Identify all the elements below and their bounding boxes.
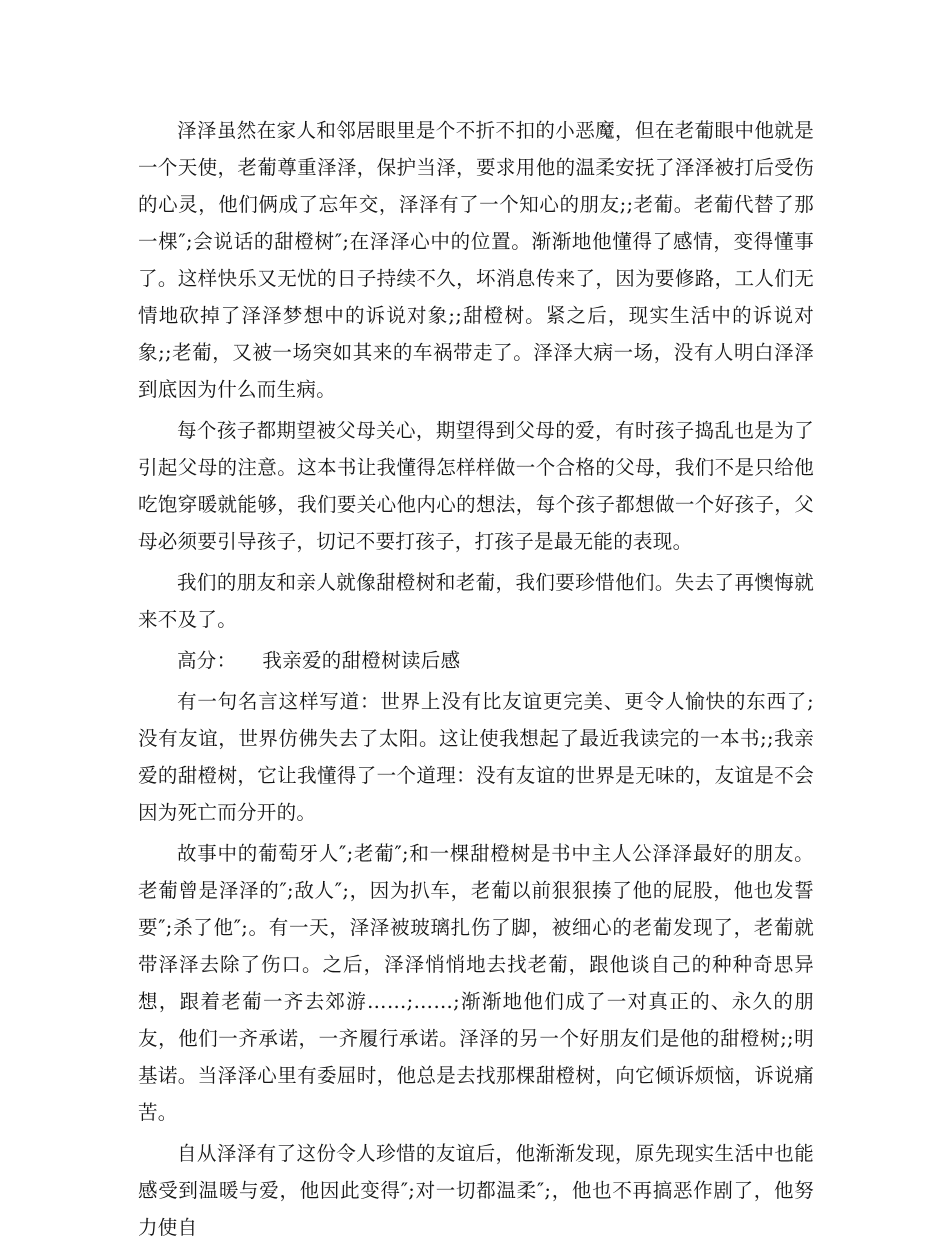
paragraph: 每个孩子都期望被父母关心，期望得到父母的爱，有时孩子捣乱也是为了引起父母的注意。这本书让我懂得怎样样做一个合格的父母，我们不是只给他吃饱穿暖就能够，我们要关心他内心的想法，每个孩子都想做一个好孩子，父母必须要引导孩子，切记不要打孩子，打孩子是最无能的表现。 bbox=[138, 419, 814, 553]
heading-title: 我亲爱的甜橙树读后感 bbox=[262, 649, 461, 672]
paragraph: 我们的朋友和亲人就像甜橙树和老葡，我们要珍惜他们。失去了再懊悔就来不及了。 bbox=[138, 571, 814, 631]
paragraph: 故事中的葡萄牙人″;老葡″;和一棵甜橙树是书中主人公泽泽最好的朋友。老葡曾是泽泽的″;敌人″;，因为扒车，老葡以前狠狠揍了他的屁股，他也发誓要″;杀了他″;。有一天，泽泽被玻璃扎伤了脚，被细心的老葡发现了，老葡就带泽泽去除了伤口。之后，泽泽悄悄地去找老葡，跟他谈自己的种种奇思异想，跟着老葡一齐去郊游……;……;渐渐地他们成了一对真正的、永久的朋友，他们一齐承诺，一齐履行承诺。泽泽的另一个好朋友们是他的甜橙树;;明基诺。当泽泽心里有委屈时，他总是去找那棵甜橙树，向它倾诉烦恼，诉说痛苦。 bbox=[138, 842, 814, 1124]
section-heading bbox=[138, 642, 814, 679]
paragraph: 泽泽虽然在家人和邻居眼里是个不折不扣的小恶魔，但在老葡眼中他就是一个天使，老葡尊重泽泽，保护当泽，要求用他的温柔安抚了泽泽被打后受伤的心灵，他们俩成了忘年交，泽泽有了一个知心的朋友;;老葡。老葡代替了那一棵″;会说话的甜橙树″;在泽泽心中的位置。渐渐地他懂得了感情，变得懂事了。这样快乐又无忧的日子持续不久，坏消息传来了，因为要修路，工人们无情地砍掉了泽泽梦想中的诉说对象;;甜橙树。紧之后，现实生活中的诉说对象;;老葡，又被一场突如其来的车祸带走了。泽泽大病一场，没有人明白泽泽到底因为什么而生病。 bbox=[138, 119, 814, 401]
heading-label: 高分： bbox=[177, 649, 237, 672]
document-body bbox=[138, 112, 814, 1250]
paragraph: 自从泽泽有了这份令人珍惜的友谊后，他渐渐发现，原先现实生活中也能感受到温暖与爱，他因此变得″;对一切都温柔″;，他也不再搞恶作剧了，他努力使自 bbox=[138, 1142, 814, 1239]
paragraph: 有一句名言这样写道：世界上没有比友谊更完美、更令人愉快的东西了;没有友谊，世界仿佛失去了太阳。这让使我想起了最近我读完的一本书;;我亲爱的甜橙树，它让我懂得了一个道理：没有友谊的世界是无味的，友谊是不会因为死亡而分开的。 bbox=[138, 690, 814, 824]
